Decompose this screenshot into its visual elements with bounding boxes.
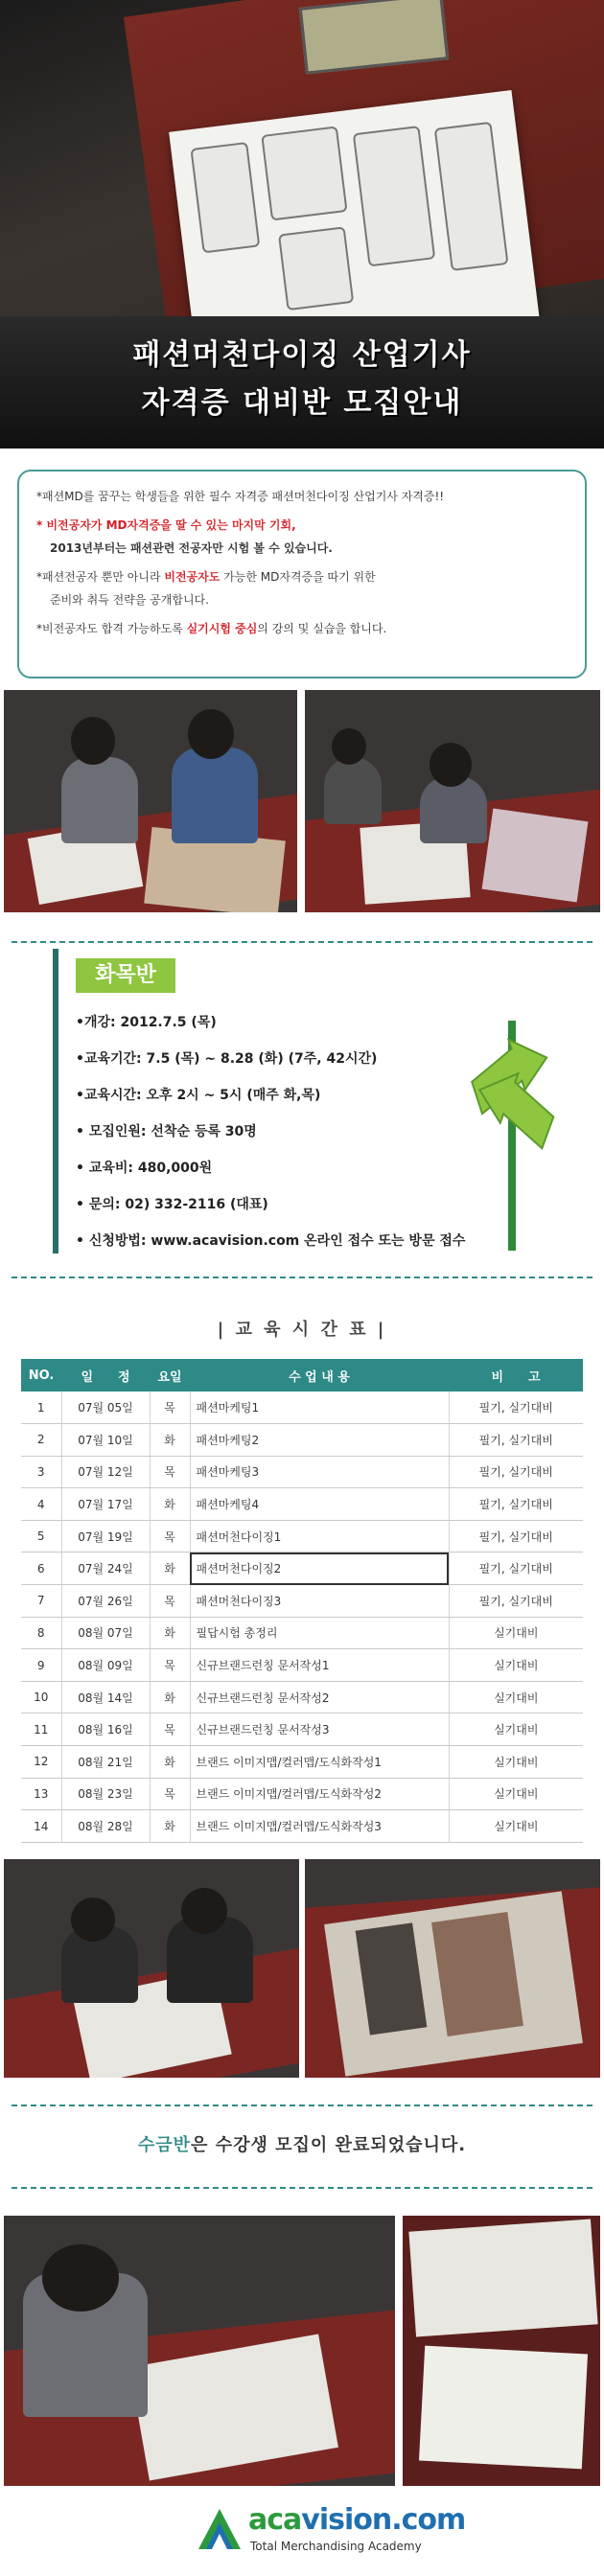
logo-wordmark-b: vision.com: [301, 2503, 466, 2537]
table-row: [21, 1810, 583, 1843]
cell-note: 필기, 실기대비: [449, 1424, 583, 1457]
cell-day: 화: [150, 1746, 190, 1779]
table-row: [21, 1552, 583, 1585]
table-row: [21, 1649, 583, 1682]
class-info-list: [76, 1004, 465, 1259]
cell-note: 필기, 실기대비: [449, 1585, 583, 1618]
cell-day: 목: [150, 1520, 190, 1552]
intro-box: [17, 470, 587, 678]
cell-content: 브랜드 이미지맵/컬러맵/도식화작성2: [190, 1778, 449, 1810]
cell-note: 필기, 실기대비: [449, 1552, 583, 1585]
acavision-logo[interactable]: [197, 2503, 466, 2561]
cell-day: 목: [150, 1456, 190, 1488]
table-row: [21, 1714, 583, 1746]
cell-no: 9: [21, 1649, 61, 1682]
class-photo-2: [305, 690, 600, 912]
cell-content: 패션마케팅1: [190, 1392, 449, 1424]
logo-tagline: Total Merchandising Academy: [250, 2540, 422, 2553]
table-row: [21, 1456, 583, 1488]
cell-day: 화: [150, 1810, 190, 1843]
cell-date: 08월 14일: [61, 1681, 150, 1714]
cell-no: 3: [21, 1456, 61, 1488]
intro-highlight: 실기시험 중심: [186, 622, 258, 635]
cell-content: 패션마케팅2: [190, 1424, 449, 1457]
cell-note: 실기대비: [449, 1617, 583, 1649]
cell-content: 신규브랜드런칭 문서작성1: [190, 1649, 449, 1682]
intro-line: [36, 565, 568, 588]
hero-title-line1: 패션머천다이징 산업기사: [132, 338, 472, 372]
signpost-icon: [460, 1011, 566, 1251]
table-row: [21, 1520, 583, 1552]
cell-content: 브랜드 이미지맵/컬러맵/도식화작성3: [190, 1810, 449, 1843]
intro-highlight: 비전공자도: [164, 570, 221, 584]
cell-note: 실기대비: [449, 1681, 583, 1714]
class-photo-5: [4, 2216, 395, 2486]
cell-note: 실기대비: [449, 1746, 583, 1779]
cell-date: 08월 23일: [61, 1778, 150, 1810]
col-header-no: NO.: [21, 1359, 61, 1392]
cell-date: 08월 09일: [61, 1649, 150, 1682]
cell-content: 패션머천다이징2: [190, 1552, 449, 1585]
intro-highlight: * 비전공자가 MD자격증을 딸 수 있는 마지막 기회,: [36, 518, 296, 532]
col-header-content: 수 업 내 용: [190, 1359, 449, 1392]
cell-day: 화: [150, 1617, 190, 1649]
cell-day: 목: [150, 1585, 190, 1618]
class-photo-1: [4, 690, 297, 912]
cell-date: 07월 05일: [61, 1392, 150, 1424]
cell-day: 화: [150, 1552, 190, 1585]
intro-line: *패션MD를 꿈꾸는 학생들을 위한 필수 자격증 패션머천다이징 산업기사 자격증!!: [36, 490, 445, 503]
class-info-item: • 모집인원: 선착순 등록 30명: [76, 1124, 257, 1139]
recruitment-notice: [0, 2131, 604, 2156]
cell-note: 필기, 실기대비: [449, 1488, 583, 1521]
cell-no: 2: [21, 1424, 61, 1457]
cell-date: 08월 21일: [61, 1746, 150, 1779]
cell-no: 6: [21, 1552, 61, 1585]
cell-date: 07월 17일: [61, 1488, 150, 1521]
cell-date: 08월 07일: [61, 1617, 150, 1649]
cell-no: 7: [21, 1585, 61, 1618]
divider: [12, 2187, 592, 2189]
class-info-item: • 문의: 02) 332-2116 (대표): [76, 1197, 268, 1212]
cell-note: 필기, 실기대비: [449, 1392, 583, 1424]
cell-content: 패션머천다이징3: [190, 1585, 449, 1618]
cell-date: 08월 16일: [61, 1714, 150, 1746]
intro-line: 준비와 취득 전략을 공개합니다.: [50, 593, 209, 607]
cell-content: 패션마케팅3: [190, 1456, 449, 1488]
divider: [12, 1276, 592, 1278]
col-header-day: 요일: [150, 1359, 190, 1392]
cell-day: 목: [150, 1714, 190, 1746]
class-info-item: • 신청방법: www.acavision.com 온라인 접수 또는 방문 접수: [76, 1233, 466, 1249]
cell-content: 신규브랜드런칭 문서작성2: [190, 1681, 449, 1714]
intro-text: *패션전공자 뿐만 아니라: [36, 570, 165, 584]
intro-text: 의 강의 및 실습을 합니다.: [257, 622, 387, 635]
divider: [12, 941, 592, 943]
table-row: [21, 1617, 583, 1649]
logo-wordmark: [248, 2503, 465, 2537]
cell-no: 11: [21, 1714, 61, 1746]
cell-no: 5: [21, 1520, 61, 1552]
class-photo-6: [403, 2216, 600, 2486]
notice-text: 은 수강생 모집이 완료되었습니다.: [191, 2135, 467, 2155]
intro-line: 2013년부터는 패션관련 전공자만 시험 볼 수 있습니다.: [50, 541, 333, 555]
cell-no: 8: [21, 1617, 61, 1649]
intro-text: 가능한 MD자격증을 따기 위한: [220, 570, 376, 584]
schedule-header-row: [21, 1359, 583, 1392]
cell-date: 07월 26일: [61, 1585, 150, 1618]
logo-mark-icon: [197, 2507, 243, 2553]
intro-text: *비전공자도 합격 가능하도록: [36, 622, 187, 635]
table-row: [21, 1778, 583, 1810]
cell-day: 목: [150, 1778, 190, 1810]
col-header-note: 비 고: [449, 1359, 583, 1392]
cell-date: 07월 24일: [61, 1552, 150, 1585]
cell-date: 08월 28일: [61, 1810, 150, 1843]
cell-no: 14: [21, 1810, 61, 1843]
class-info-item: • 교육비: 480,000원: [76, 1161, 213, 1176]
cell-content: 신규브랜드런칭 문서작성3: [190, 1714, 449, 1746]
cell-content: 패션마케팅4: [190, 1488, 449, 1521]
cell-note: 실기대비: [449, 1714, 583, 1746]
logo-wordmark-a: aca: [248, 2503, 302, 2537]
class-info-item: •교육기간: 7.5 (목) ~ 8.28 (화) (7주, 42시간): [76, 1051, 378, 1067]
class-photo-3: [4, 1859, 299, 2078]
intro-line: [36, 617, 568, 640]
table-row: [21, 1746, 583, 1779]
table-row: [21, 1488, 583, 1521]
cell-day: 화: [150, 1681, 190, 1714]
cell-no: 1: [21, 1392, 61, 1424]
cell-note: 실기대비: [449, 1649, 583, 1682]
cell-content: 브랜드 이미지맵/컬러맵/도식화작성1: [190, 1746, 449, 1779]
cell-no: 13: [21, 1778, 61, 1810]
cell-note: 필기, 실기대비: [449, 1520, 583, 1552]
class-badge: 화목반: [76, 958, 175, 993]
table-row: [21, 1681, 583, 1714]
cell-content: 패션머천다이징1: [190, 1520, 449, 1552]
cell-no: 10: [21, 1681, 61, 1714]
cell-day: 화: [150, 1488, 190, 1521]
class-photo-4: [305, 1859, 600, 2078]
class-info-item: •개강: 2012.7.5 (목): [76, 1015, 217, 1030]
divider: [12, 2104, 592, 2106]
table-row: [21, 1392, 583, 1424]
cell-no: 12: [21, 1746, 61, 1779]
cell-day: 화: [150, 1424, 190, 1457]
cell-date: 07월 10일: [61, 1424, 150, 1457]
schedule-table: [21, 1359, 583, 1843]
notice-class: 수금반: [137, 2135, 192, 2155]
cell-content: 필답시험 총정리: [190, 1617, 449, 1649]
table-row: [21, 1585, 583, 1618]
class-info-item: •교육시간: 오후 2시 ~ 5시 (매주 화,목): [76, 1088, 321, 1103]
cell-day: 목: [150, 1649, 190, 1682]
cell-day: 목: [150, 1392, 190, 1424]
hero-photo: [0, 0, 604, 448]
table-row: [21, 1424, 583, 1457]
schedule-title: | 교 육 시 간 표 |: [217, 1320, 387, 1340]
cell-note: 실기대비: [449, 1810, 583, 1843]
hero-title-line2: 자격증 대비반 모집안내: [141, 386, 463, 420]
cell-note: 필기, 실기대비: [449, 1456, 583, 1488]
cell-note: 실기대비: [449, 1778, 583, 1810]
cell-date: 07월 12일: [61, 1456, 150, 1488]
cell-date: 07월 19일: [61, 1520, 150, 1552]
cell-no: 4: [21, 1488, 61, 1521]
col-header-date: 일 정: [61, 1359, 150, 1392]
